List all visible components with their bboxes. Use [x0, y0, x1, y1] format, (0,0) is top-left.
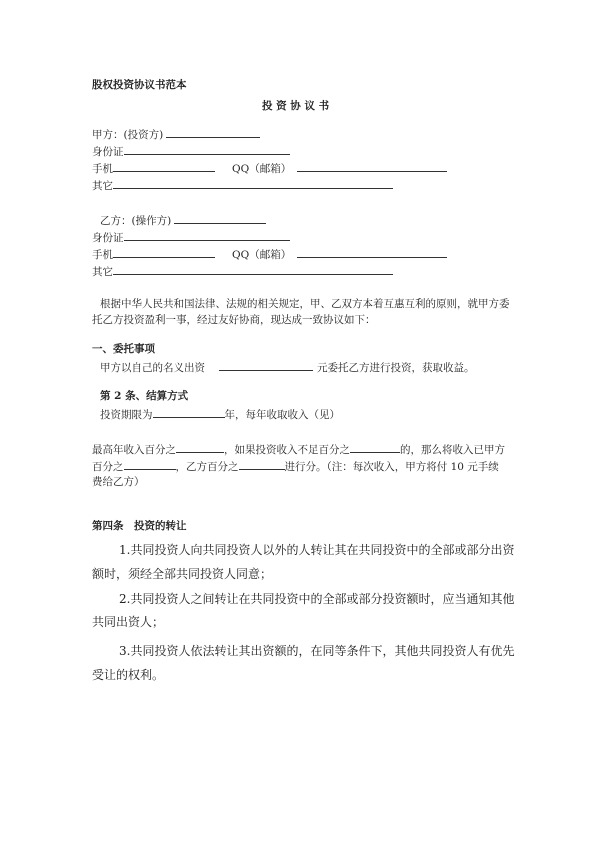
section-2-line-1 — [100, 406, 340, 422]
party-b-phone-line — [92, 246, 215, 262]
party-b-phone-blank — [113, 246, 215, 258]
income-to-a-label: 的，那么将收入已甲方 — [400, 444, 505, 456]
party-b-id-label: 身份证 — [92, 232, 124, 244]
party-b-id-blank — [124, 229, 290, 241]
party-a-other-line — [92, 177, 393, 193]
a-percent-label: 百分之 — [92, 461, 124, 473]
party-a-phone-blank — [113, 160, 215, 172]
party-b-line — [100, 212, 266, 228]
section-4-p3-line-2: 受让的权利。 — [92, 668, 165, 682]
party-a-qq-line — [232, 160, 447, 176]
fee-note: 进行分。（注：每次收入，甲方将付 10 元手续 — [284, 461, 499, 473]
section-2-line-3 — [92, 458, 499, 474]
max-income-blank — [176, 441, 224, 453]
document-header: 股权投资协议书范本 — [92, 79, 187, 91]
section-1-text — [100, 359, 475, 375]
intro-line-2: 托乙方投资盈利一事，经过友好协商，现达成一致协议如下： — [92, 314, 376, 326]
section-2-heading: 第 2 条、结算方式 — [100, 390, 189, 402]
party-b-label: 乙方：(操作方) — [100, 215, 172, 227]
section-1-text-b: 元委托乙方进行投资，获取收益。 — [317, 362, 475, 374]
investment-amount-blank — [219, 359, 313, 371]
party-a-id-label: 身份证 — [92, 146, 124, 158]
party-b-qq-label: QQ（邮箱） — [232, 249, 292, 261]
max-income-label: 最高年收入百分之 — [92, 444, 176, 456]
section-4-p1-line-1: 1.共同投资人向共同投资人以外的人转让其在共同投资中的全部或部分出资 — [119, 543, 515, 557]
section-4-heading: 第四条 投资的转让 — [92, 520, 187, 532]
party-a-phone-line — [92, 160, 215, 176]
min-income-blank — [350, 441, 400, 453]
intro-line-1: 根据中华人民共和国法律、法规的相关规定，甲、乙双方本着互惠互利的原则，就甲方委 — [100, 298, 510, 310]
a-percent-blank — [124, 458, 176, 470]
term-label: 投资期限为 — [100, 409, 153, 421]
party-a-other-blank — [113, 177, 393, 189]
party-b-qq-blank — [297, 246, 447, 258]
section-2-line-4: 费给乙方） — [92, 476, 145, 488]
b-percent-label: ，乙方百分之 — [175, 461, 239, 473]
party-b-other-line — [92, 263, 393, 279]
party-a-qq-blank — [297, 160, 447, 172]
party-b-name-blank — [174, 212, 266, 224]
party-b-other-label: 其它 — [92, 266, 113, 278]
term-label-b: 年，每年收取收入（见） — [224, 409, 340, 421]
section-2-line-2 — [92, 441, 505, 457]
party-a-id-blank — [124, 143, 290, 155]
party-a-qq-label: QQ（邮箱） — [232, 163, 292, 175]
party-a-label: 甲方：(投资方) — [92, 129, 164, 141]
party-a-id-line — [92, 143, 290, 159]
section-1-text-a: 甲方以自己的名义出资 — [100, 362, 205, 374]
party-a-line — [92, 126, 260, 142]
party-a-phone-label: 手机 — [92, 163, 113, 175]
section-1-heading: 一、委托事项 — [92, 343, 155, 355]
party-b-qq-line — [232, 246, 447, 262]
party-b-id-line — [92, 229, 290, 245]
party-a-other-label: 其它 — [92, 180, 113, 192]
section-4-p3-line-1: 3.共同投资人依法转让其出资额的，在同等条件下，其他共同投资人有优先 — [119, 644, 515, 658]
b-percent-blank — [239, 458, 285, 470]
party-a-name-blank — [166, 126, 260, 138]
section-4-p2-line-1: 2.共同投资人之间转让在共同投资中的全部或部分投资额时，应当通知其他 — [119, 592, 515, 606]
term-years-blank — [153, 406, 225, 418]
document-title: 投 资 协 议 书 — [262, 100, 330, 112]
party-b-phone-label: 手机 — [92, 249, 113, 261]
section-4-p1-line-2: 额时，须经全部共同投资人同意； — [92, 567, 273, 581]
section-4-p2-line-2: 共同出资人； — [92, 615, 165, 629]
min-income-label: ，如果投资收入不足百分之 — [224, 444, 350, 456]
party-b-other-blank — [113, 263, 393, 275]
